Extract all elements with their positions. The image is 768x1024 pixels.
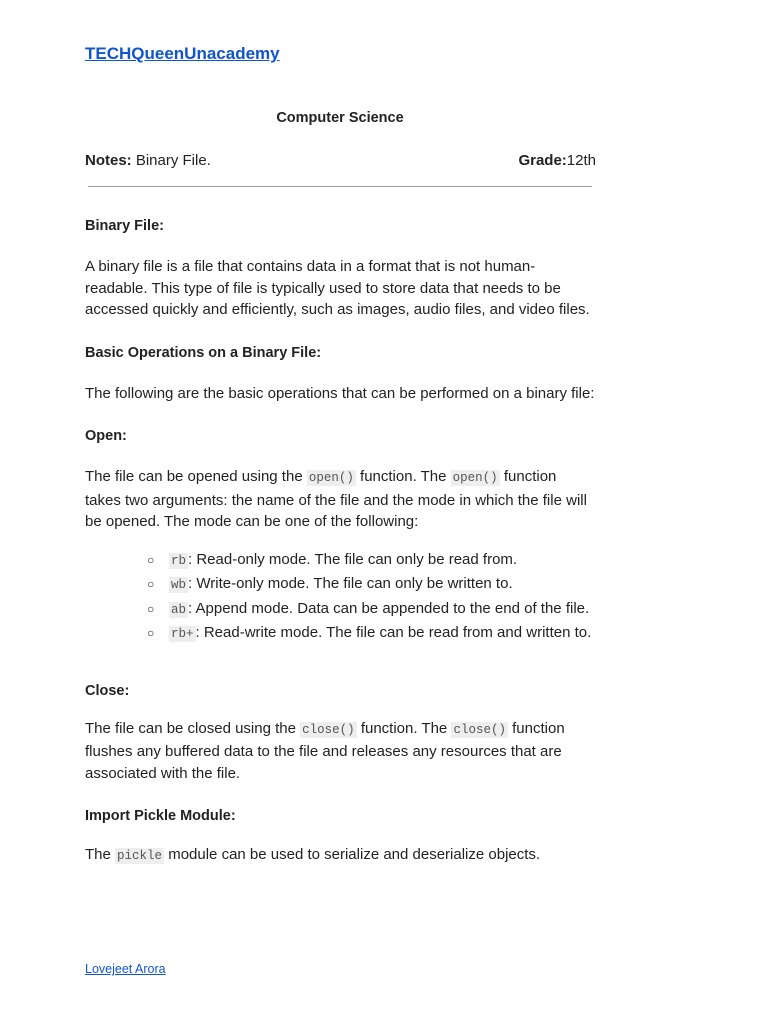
bullet-icon: ○ — [147, 577, 155, 591]
code-pickle: pickle — [117, 849, 163, 863]
brand-link[interactable]: TECHQueenUnacademy — [85, 44, 280, 63]
heading-open: Open: — [85, 428, 127, 444]
meta-row — [85, 152, 596, 169]
document-body — [85, 216, 595, 868]
list-item — [147, 549, 595, 573]
code-mode: rb+ — [171, 627, 194, 641]
paragraph-binary-file: A binary file is a file that contains data in a format that is not human-readable. This type of file is typically used to store data that needs to be accessed quickly and efficiently, such as images, audio files, and video files. — [85, 258, 590, 318]
grade-label: Grade: — [518, 152, 567, 169]
bullet-icon: ○ — [147, 552, 155, 567]
notes-value: Binary File. — [131, 152, 211, 169]
author-link[interactable]: Lovejeet Arora — [85, 962, 166, 976]
mode-description: : Append mode. Data can be appended to the end of the file. — [188, 599, 590, 617]
heading-close: Close: — [85, 682, 130, 699]
mode-description: : Read-only mode. The file can only be read from. — [188, 550, 518, 568]
bullet-icon: ○ — [147, 601, 155, 616]
list-item — [147, 598, 595, 622]
text: The file can be closed using the — [85, 719, 301, 737]
heading-import-pickle: Import Pickle Module: — [85, 808, 236, 824]
code-open: open() — [452, 471, 498, 485]
grade-line — [518, 152, 596, 169]
heading-binary-file: Binary File: — [85, 218, 164, 234]
text: function. The — [356, 719, 452, 737]
code-close: close() — [453, 722, 506, 737]
bullet-icon: ○ — [147, 626, 155, 640]
mode-description: : Read-write mode. The file can be read from and written to. — [195, 624, 592, 641]
mode-description: : Write-only mode. The file can only be written to. — [188, 575, 513, 592]
list-item — [147, 622, 595, 646]
text: The — [85, 846, 116, 863]
text: module can be used to serialize and deserialize objects. — [164, 846, 541, 863]
text: The file can be opened using the — [85, 468, 307, 485]
paragraph-open — [85, 466, 595, 533]
code-mode: wb — [171, 578, 187, 592]
code-open: open() — [308, 471, 354, 485]
notes-line — [85, 152, 211, 169]
subject-title: Computer Science — [276, 110, 404, 126]
notes-label: Notes: — [85, 152, 132, 169]
paragraph-close — [85, 718, 595, 785]
divider — [88, 186, 592, 187]
text: function flushes any buffered data to the file and releases any resources that are associated with the file. — [85, 719, 565, 782]
mode-list — [85, 549, 595, 646]
text: function takes two arguments: the name of the file and the mode in which the file will be opened. The mode can be one of the following: — [85, 468, 587, 530]
code-mode: ab — [171, 602, 187, 617]
code-close: close() — [302, 722, 355, 737]
code-mode: rb — [171, 553, 187, 568]
paragraph-pickle — [85, 844, 595, 868]
list-item — [147, 573, 595, 597]
grade-value: 12th — [566, 152, 596, 169]
text: function. The — [355, 468, 451, 485]
paragraph-basic-operations: The following are the basic operations that can be performed on a binary file: — [85, 384, 595, 402]
heading-basic-operations: Basic Operations on a Binary File: — [85, 344, 322, 361]
